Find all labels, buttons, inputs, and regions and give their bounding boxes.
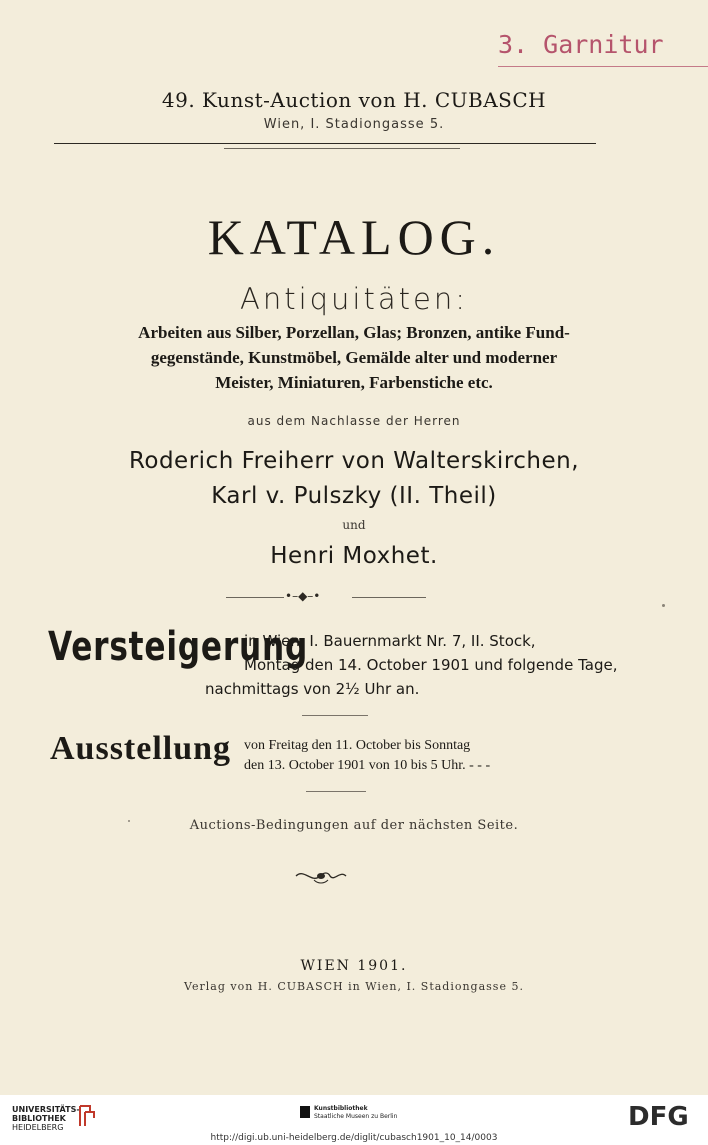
header-rule [54, 143, 596, 144]
ornament-rule-left [226, 597, 284, 598]
dfg-logo: DFG [628, 1102, 689, 1132]
university-line: BIBLIOTHEK [12, 1114, 66, 1123]
imprint-place-year: WIEN 1901. [300, 958, 408, 974]
ornament-flourish [294, 866, 348, 890]
university-library-text [12, 1105, 80, 1132]
page-title: KATALOG. [207, 209, 501, 265]
description-line: Arbeiten aus Silber, Porzellan, Glas; Bronzen, antike Fund- [138, 323, 570, 342]
description-line: gegenstände, Kunstmöbel, Gemälde alter und moderner [150, 348, 558, 367]
university-logo-icon [76, 1104, 98, 1128]
estate-name: Karl v. Pulszky (II. Theil) [211, 483, 497, 509]
ornament-rule-right [352, 597, 426, 598]
header-title: 49. Kunst-Auction von H. CUBASCH [161, 88, 547, 112]
estate-name: Roderich Freiherr von Walterskirchen, [128, 448, 580, 474]
auction-line: Montag den 14. October 1901 und folgende Tage, [244, 656, 618, 674]
imprint-publisher: Verlag von H. CUBASCH in Wien, I. Stadiongasse 5. [184, 980, 524, 993]
page-url[interactable]: http://digi.ub.uni-heidelberg.de/diglit/cubasch1901_10_14/0003 [210, 1133, 498, 1143]
exhibition-heading: Ausstellung [50, 730, 232, 767]
auction-line: nachmittags von 2½ Uhr an. [205, 680, 420, 698]
conditions-note: Auctions-Bedingungen auf der nächsten Seite. [189, 818, 519, 833]
exhibition-line: von Freitag den 11. October bis Sonntag [244, 738, 471, 753]
kunstbib-line: Staatliche Museen zu Berlin [314, 1113, 398, 1120]
header-address: Wien, I. Stadiongasse 5. [263, 117, 445, 132]
kunstbib-line: Kunstbibliothek [314, 1105, 368, 1112]
garnitur-stamp: 3. Garnitur [498, 30, 664, 59]
digitization-footer [0, 1095, 708, 1145]
estate-intro: aus dem Nachlasse der Herren [247, 414, 461, 428]
page-subtitle: Antiquitäten: [240, 282, 468, 316]
estate-name: Henri Moxhet. [270, 543, 438, 569]
exhibition-line: den 13. October 1901 von 10 bis 5 Uhr. - - - [244, 758, 491, 773]
kunstbibliothek-text [314, 1105, 397, 1121]
university-line: UNIVERSITÄTS- [12, 1105, 80, 1114]
description-line: Meister, Miniaturen, Farbenstiche etc. [215, 373, 493, 392]
auction-line: in Wien, I. Bauernmarkt Nr. 7, II. Stock, [244, 632, 536, 650]
university-line: HEIDELBERG [12, 1123, 64, 1132]
paper-speck [128, 820, 130, 822]
auction-heading: Versteigerung [48, 624, 309, 670]
section-rule [306, 791, 366, 792]
kunstbibliothek-logo-icon [300, 1106, 310, 1118]
contents-description [0, 320, 708, 395]
paper-speck [662, 604, 665, 607]
ornament-divider: •–◆–• [285, 589, 321, 603]
header-rule-short [224, 148, 460, 149]
section-rule [302, 715, 368, 716]
conjunction: und [342, 518, 366, 532]
stamp-underline [498, 66, 708, 67]
